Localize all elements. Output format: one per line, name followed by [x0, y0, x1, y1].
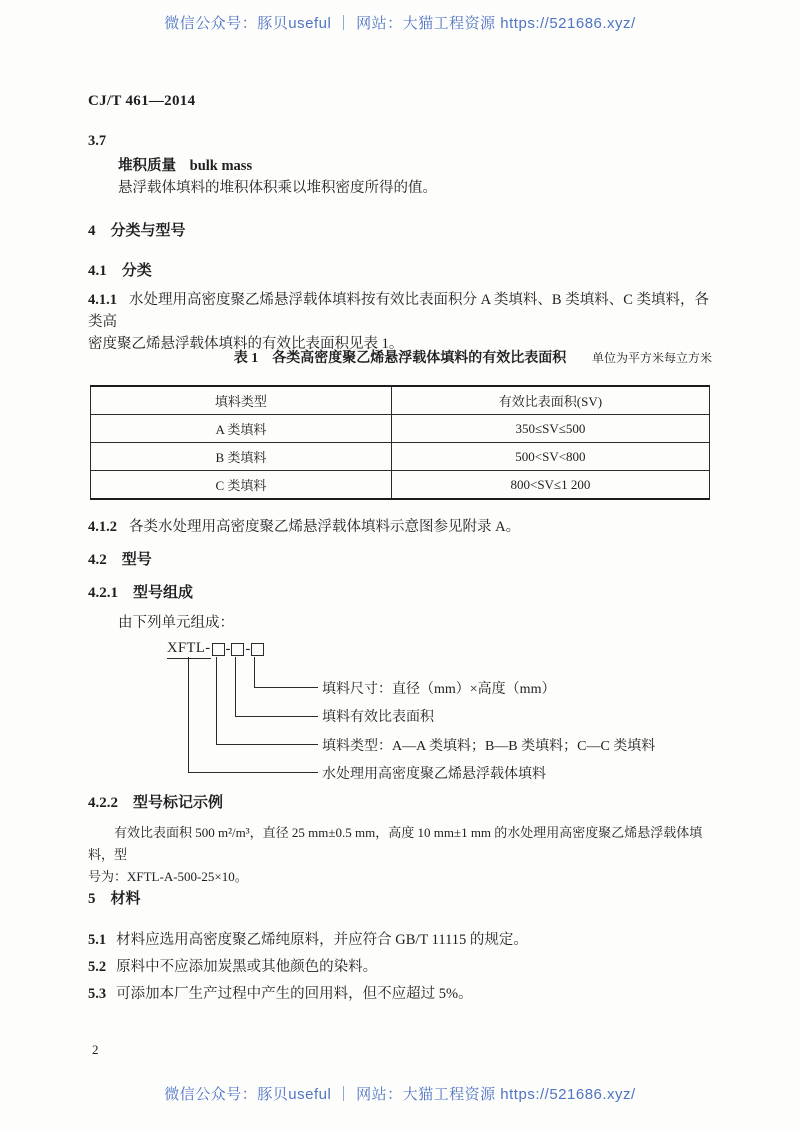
term-line [118, 155, 252, 177]
section-4-2-2-heading: 4.2.2 型号标记示例 [88, 795, 224, 811]
term-definition: 悬浮载体填料的堆积体积乘以堆积密度所得的值。 [118, 180, 437, 196]
header-watermark: 微信公众号：豚贝useful ｜ 网站：大猫工程资源 https://521686.xyz/ [164, 15, 636, 32]
table-1-title: 表 1 各类高密度聚乙烯悬浮载体填料的有效比表面积 [233, 351, 567, 366]
example-line2: 号为：XFTL-A-500-25×10。 [88, 869, 248, 884]
section-5-heading: 5 材料 [88, 891, 141, 907]
cell-sv-a: 350≤SV≤500 [391, 415, 709, 443]
diagram-label-size: 填料尺寸：直径（mm）×高度（mm） [322, 682, 556, 697]
clause-4-1-1-text-line2: 密度聚乙烯悬浮载体填料的有效比表面积见表 1。 [88, 336, 404, 352]
clause-4-1-1 [88, 289, 712, 355]
table-row [91, 471, 710, 500]
clause-5-2-number: 5.2 [88, 959, 107, 975]
connector-line [188, 772, 318, 773]
clause-4-1-1-number: 4.1.1 [88, 292, 117, 308]
cell-type-c: C 类填料 [91, 471, 392, 500]
diagram-label-surface-area: 填料有效比表面积 [322, 710, 434, 725]
connector-line [254, 687, 318, 688]
model-designation-diagram [88, 640, 712, 790]
clause-5-1-number: 5.1 [88, 932, 107, 948]
diagram-label-filler-type: 填料类型：A—A 类填料；B—B 类填料；C—C 类填料 [322, 739, 656, 754]
clause-5-1 [88, 929, 712, 951]
clause-5-2-text: 原料中不应添加炭黑或其他颜色的染料。 [116, 959, 378, 975]
clause-5-1-text: 材料应选用高密度聚乙烯纯原料，并应符合 GB/T 11115 的规定。 [116, 932, 528, 948]
table-1-caption [88, 347, 712, 365]
cell-sv-c: 800<SV≤1 200 [391, 471, 709, 500]
col-header-sv: 有效比表面积(SV) [391, 386, 709, 415]
page-number: 2 [92, 1042, 99, 1057]
model-box-type [212, 643, 225, 656]
term-en: bulk mass [189, 158, 253, 174]
clause-4-1-2 [88, 516, 712, 538]
diagram-label-product-name: 水处理用高密度聚乙烯悬浮载体填料 [322, 767, 546, 782]
clause-4-1-2-number: 4.1.2 [88, 519, 117, 535]
cell-sv-b: 500<SV<800 [391, 443, 709, 471]
section-4-2-heading: 4.2 型号 [88, 552, 152, 568]
table-1 [90, 385, 710, 500]
table-1-unit: 单位为平方米每立方米 [591, 351, 712, 365]
model-separator: - [225, 641, 231, 657]
section-4-2-1-heading: 4.2.1 型号组成 [88, 585, 194, 601]
model-box-surface [231, 643, 244, 656]
clause-3-7-number: 3.7 [88, 133, 107, 149]
section-4-heading: 4 分类与型号 [88, 223, 186, 239]
model-intro: 由下列单元组成： [118, 615, 234, 631]
connector-line [188, 657, 189, 773]
table-row [91, 443, 710, 471]
designation-example [88, 822, 712, 888]
col-header-filler-type: 填料类型 [91, 386, 392, 415]
table-header-row [91, 386, 710, 415]
model-box-size [251, 643, 264, 656]
clause-5-3-text: 可添加本厂生产过程中产生的回用料，但不应超过 5%。 [116, 986, 473, 1002]
footer-watermark: 微信公众号：豚贝useful ｜ 网站：大猫工程资源 https://521686.xyz/ [164, 1086, 636, 1103]
cell-type-a: A 类填料 [91, 415, 392, 443]
example-line1: 有效比表面积 500 m²/m³，直径 25 mm±0.5 mm，高度 10 mm±1 mm 的水处理用高密度聚乙烯悬浮载体填料，型 [88, 825, 703, 862]
clause-4-1-2-text: 各类水处理用高密度聚乙烯悬浮载体填料示意图参见附录 A。 [129, 519, 521, 535]
clause-5-3 [88, 983, 712, 1005]
cell-type-b: B 类填料 [91, 443, 392, 471]
section-4-1-heading: 4.1 分类 [88, 263, 152, 279]
connector-line [235, 716, 318, 717]
table-row [91, 415, 710, 443]
model-separator: - [245, 641, 251, 657]
connector-line [216, 657, 217, 745]
clause-5-3-number: 5.3 [88, 986, 107, 1002]
term-zh: 堆积质量 [118, 158, 176, 174]
connector-line [235, 657, 236, 717]
model-prefix: XFTL- [167, 640, 211, 659]
connector-line [254, 657, 255, 688]
doc-number: CJ/T 461—2014 [88, 93, 196, 109]
clause-5-2 [88, 956, 712, 978]
clause-4-1-1-text-line1: 水处理用高密度聚乙烯悬浮载体填料按有效比表面积分 A 类填料、B 类填料、C 类填料，各类高 [88, 292, 710, 330]
connector-line [216, 744, 318, 745]
